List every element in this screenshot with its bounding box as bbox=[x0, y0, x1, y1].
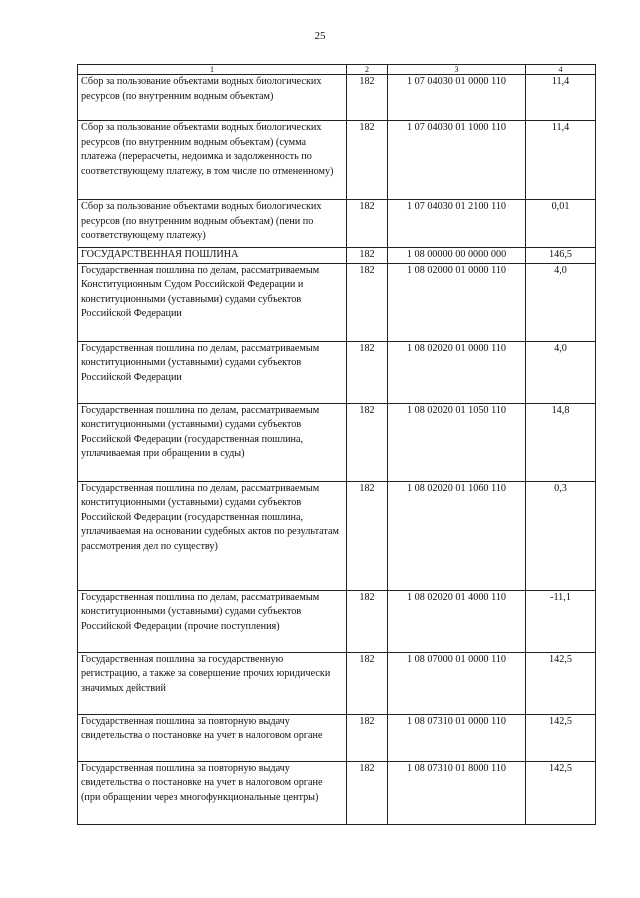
row-kbk: 1 08 02020 01 4000 110 bbox=[388, 590, 526, 652]
row-kbk: 1 08 07310 01 0000 110 bbox=[388, 714, 526, 761]
table-header-row bbox=[78, 65, 596, 75]
row-admin-code: 182 bbox=[347, 121, 388, 200]
row-kbk: 1 08 07000 01 0000 110 bbox=[388, 652, 526, 714]
row-kbk: 1 07 04030 01 1000 110 bbox=[388, 121, 526, 200]
row-admin-code: 182 bbox=[347, 590, 388, 652]
row-amount: 0,01 bbox=[526, 200, 596, 248]
row-kbk: 1 08 07310 01 8000 110 bbox=[388, 761, 526, 824]
table-row bbox=[78, 481, 596, 590]
column-header-kbk: 3 bbox=[388, 65, 526, 75]
row-name: Государственная пошлина по делам, рассматриваемым конституционными (уставными) судами субъектов Российской Федерации (прочие поступления) bbox=[78, 590, 347, 652]
row-name: Государственная пошлина по делам, рассматриваемым конституционными (уставными) судами субъектов Российской Федерации (государственная пошлина, уплачиваемая на основании судебных актов по результатам рассмотрения дел по существу) bbox=[78, 481, 347, 590]
row-amount: 142,5 bbox=[526, 761, 596, 824]
row-amount: 142,5 bbox=[526, 652, 596, 714]
column-header-admin-code: 2 bbox=[347, 65, 388, 75]
row-amount: 146,5 bbox=[526, 248, 596, 264]
row-kbk: 1 08 02020 01 0000 110 bbox=[388, 341, 526, 403]
table-row bbox=[78, 121, 596, 200]
row-name: Государственная пошлина за государственную регистрацию, а также за совершение прочих юридически значимых действий bbox=[78, 652, 347, 714]
row-kbk: 1 08 02000 01 0000 110 bbox=[388, 263, 526, 341]
row-admin-code: 182 bbox=[347, 714, 388, 761]
row-name: Государственная пошлина за повторную выдачу свидетельства о постановке на учет в налоговом органе (при обращении через многофункциональные центры) bbox=[78, 761, 347, 824]
table-row bbox=[78, 263, 596, 341]
row-admin-code: 182 bbox=[347, 200, 388, 248]
row-amount: -11,1 bbox=[526, 590, 596, 652]
row-amount: 142,5 bbox=[526, 714, 596, 761]
row-kbk: 1 07 04030 01 2100 110 bbox=[388, 200, 526, 248]
row-admin-code: 182 bbox=[347, 761, 388, 824]
row-amount: 4,0 bbox=[526, 263, 596, 341]
row-name: Государственная пошлина по делам, рассматриваемым Конституционным Судом Российской Федерации и конституционными (уставными) судами субъектов Российской Федерации bbox=[78, 263, 347, 341]
table-row bbox=[78, 248, 596, 264]
row-admin-code: 182 bbox=[347, 341, 388, 403]
row-name: Государственная пошлина за повторную выдачу свидетельства о постановке на учет в налоговом органе bbox=[78, 714, 347, 761]
row-kbk: 1 08 00000 00 0000 000 bbox=[388, 248, 526, 264]
row-admin-code: 182 bbox=[347, 652, 388, 714]
page-number: 25 bbox=[314, 30, 326, 42]
row-name: Государственная пошлина по делам, рассматриваемым конституционными (уставными) судами субъектов Российской Федерации bbox=[78, 341, 347, 403]
table-row bbox=[78, 590, 596, 652]
row-amount: 11,4 bbox=[526, 121, 596, 200]
row-name: ГОСУДАРСТВЕННАЯ ПОШЛИНА bbox=[78, 248, 347, 264]
row-amount: 14,8 bbox=[526, 403, 596, 481]
table-row bbox=[78, 75, 596, 121]
row-kbk: 1 08 02020 01 1050 110 bbox=[388, 403, 526, 481]
row-admin-code: 182 bbox=[347, 481, 388, 590]
row-kbk: 1 08 02020 01 1060 110 bbox=[388, 481, 526, 590]
table-row bbox=[78, 714, 596, 761]
row-name: Сбор за пользование объектами водных биологических ресурсов (по внутренним водным объектам) bbox=[78, 75, 347, 121]
row-kbk: 1 07 04030 01 0000 110 bbox=[388, 75, 526, 121]
row-amount: 0,3 bbox=[526, 481, 596, 590]
column-header-name: 1 bbox=[78, 65, 347, 75]
row-name: Сбор за пользование объектами водных биологических ресурсов (по внутренним водным объектам) (сумма платежа (перерасчеты, недоимка и задолженность по соответствующему платежу, в том числе по отмененному) bbox=[78, 121, 347, 200]
row-name: Сбор за пользование объектами водных биологических ресурсов (по внутренним водным объектам) (пени по соответствующему платежу) bbox=[78, 200, 347, 248]
table-row bbox=[78, 403, 596, 481]
row-admin-code: 182 bbox=[347, 248, 388, 264]
row-name: Государственная пошлина по делам, рассматриваемым конституционными (уставными) судами субъектов Российской Федерации (государственная пошлина, уплачиваемая при обращении в суды) bbox=[78, 403, 347, 481]
row-amount: 4,0 bbox=[526, 341, 596, 403]
revenue-table bbox=[77, 64, 596, 825]
row-amount: 11,4 bbox=[526, 75, 596, 121]
row-admin-code: 182 bbox=[347, 263, 388, 341]
row-admin-code: 182 bbox=[347, 75, 388, 121]
table-row bbox=[78, 200, 596, 248]
table-row bbox=[78, 341, 596, 403]
row-admin-code: 182 bbox=[347, 403, 388, 481]
table-row bbox=[78, 761, 596, 824]
table-row bbox=[78, 652, 596, 714]
column-header-amount: 4 bbox=[526, 65, 596, 75]
